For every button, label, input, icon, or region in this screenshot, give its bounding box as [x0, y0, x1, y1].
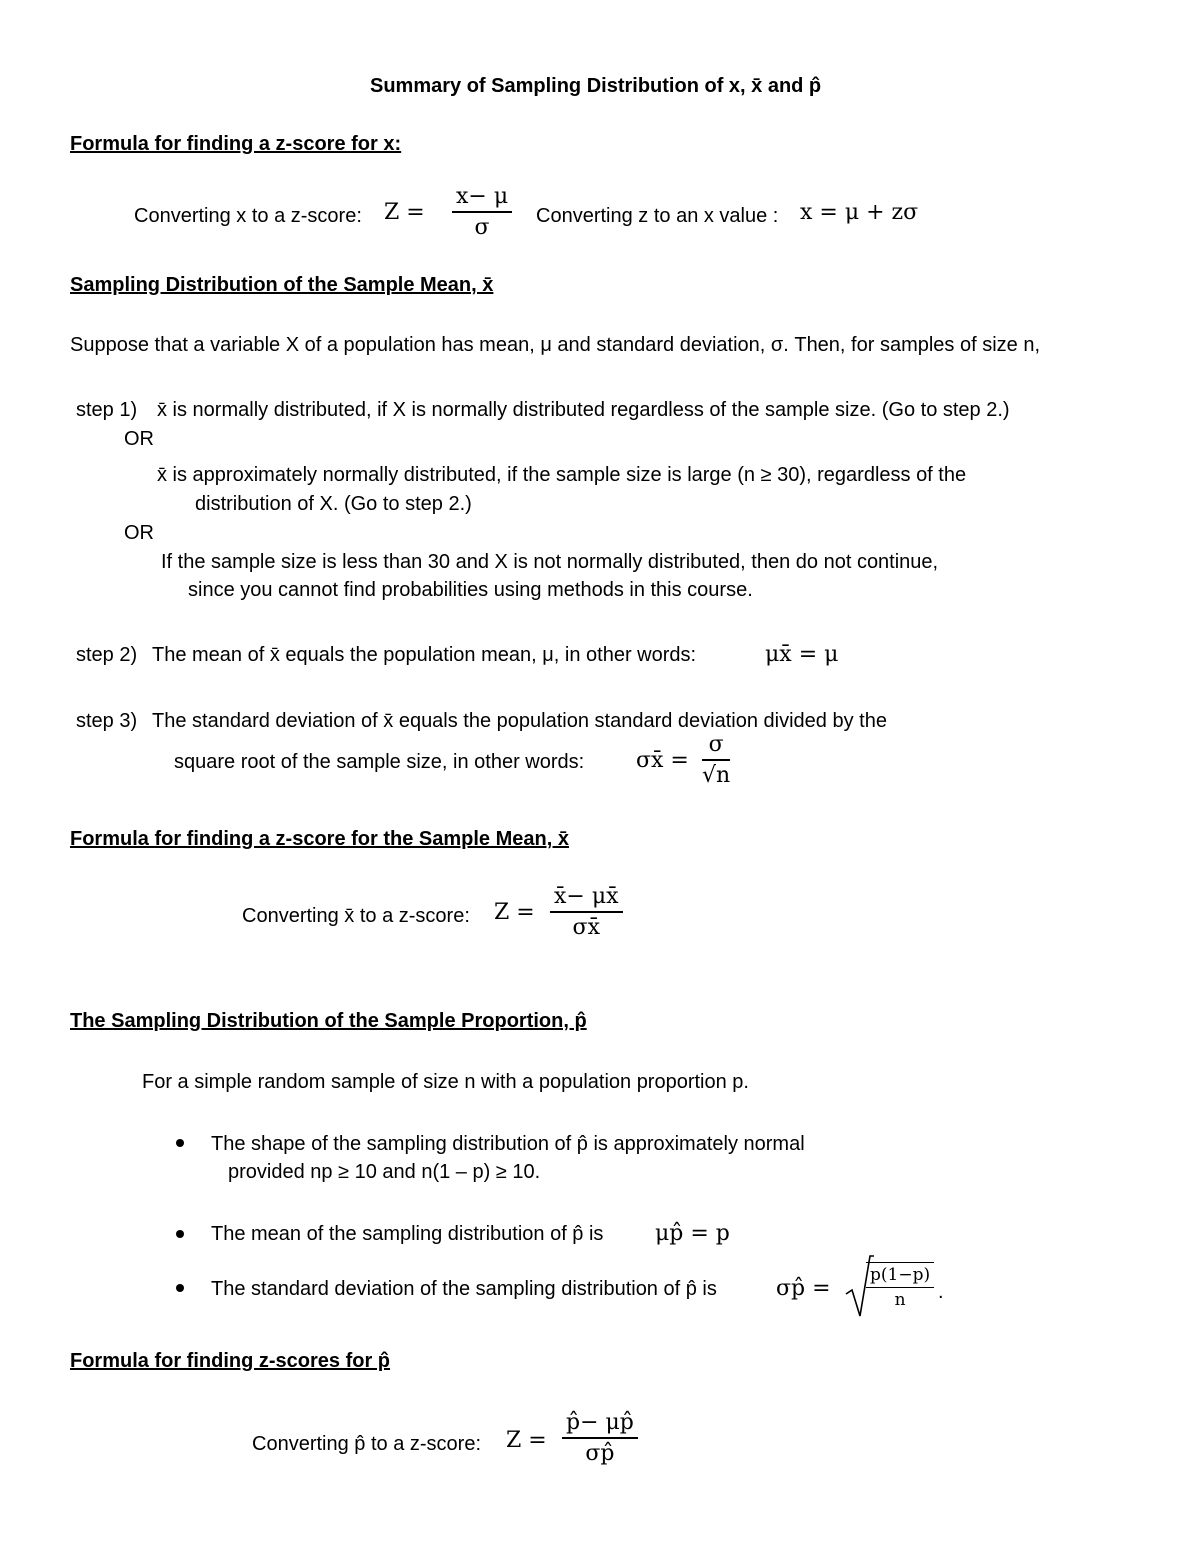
sec3-fraction	[550, 884, 623, 940]
sec5-denominator: σp̂	[585, 1441, 615, 1466]
sec5-lhs: Z =	[506, 1428, 547, 1453]
bullet-3	[176, 1284, 184, 1292]
step1-b-line2: distribution of X. (Go to step 2.)	[195, 493, 472, 515]
bullet3-numerator: p(1−p)	[866, 1265, 934, 1288]
sec5-fraction	[562, 1410, 638, 1466]
step2-text: The mean of x̄ equals the population mean, μ, in other words:	[152, 644, 697, 666]
step2-formula: μx̄ = μ	[765, 642, 839, 667]
step3-fraction	[702, 732, 730, 788]
page-title: Summary of Sampling Distribution of x, x̄ and p̂	[370, 75, 822, 97]
z-lhs: Z =	[384, 200, 425, 225]
heading-z-score-sample-mean: Formula for finding a z-score for the Sample Mean, x̄	[70, 828, 569, 850]
step1-b-line1: x̄ is approximately normally distributed, if the sample size is large (n ≥ 30), regardless of the	[157, 464, 967, 486]
convert-z-label: Converting z to an x value :	[536, 205, 779, 227]
or-1: OR	[124, 428, 154, 450]
bullet1-line2: provided np ≥ 10 and n(1 – p) ≥ 10.	[228, 1161, 541, 1183]
sec3-lhs: Z =	[494, 900, 535, 925]
bullet2-formula: μp̂ = p	[655, 1221, 730, 1246]
or-2: OR	[124, 522, 154, 544]
bullet-2	[176, 1230, 184, 1238]
sec5-numerator: p̂− μp̂	[562, 1410, 638, 1439]
step3-numerator: σ	[702, 732, 730, 761]
sec3-denominator: σx̄	[572, 915, 600, 940]
bullet2-text: The mean of the sampling distribution of p̂ is	[211, 1223, 604, 1245]
step2-label: step 2)	[76, 644, 138, 666]
bullet3-lhs: σp̂ =	[776, 1276, 831, 1301]
bullet3-period: .	[938, 1281, 944, 1303]
step3-denominator: √n	[702, 763, 731, 788]
convert-phat-label: Converting p̂ to a z-score:	[252, 1433, 481, 1455]
bullet-1	[176, 1139, 184, 1147]
bullet3-radicand	[866, 1262, 934, 1310]
convert-x-label: Converting x to a z-score:	[134, 205, 362, 227]
heading-z-score-phat: Formula for finding z-scores for p̂	[70, 1350, 391, 1372]
x-formula: x = μ + zσ	[800, 200, 919, 225]
step3-label: step 3)	[76, 710, 138, 732]
step1-label: step 1)	[76, 399, 138, 421]
sec3-numerator: x̄− μx̄	[550, 884, 623, 913]
bullet1-line1: The shape of the sampling distribution of p̂ is approximately normal	[211, 1133, 805, 1155]
heading-sampling-mean: Sampling Distribution of the Sample Mean, x̄	[70, 274, 494, 296]
z-numerator: x− μ	[452, 184, 512, 213]
step3-text-line2: square root of the sample size, in other words:	[174, 751, 585, 773]
proportion-intro: For a simple random sample of size n with a population proportion p.	[142, 1071, 749, 1093]
bullet3-text: The standard deviation of the sampling distribution of p̂ is	[211, 1278, 717, 1300]
bullet3-denominator: n	[894, 1290, 906, 1310]
step1-c-line1: If the sample size is less than 30 and X is not normally distributed, then do not continue,	[161, 551, 939, 573]
heading-z-score-x: Formula for finding a z-score for x:	[70, 133, 402, 155]
heading-sample-proportion: The Sampling Distribution of the Sample Proportion, p̂	[70, 1010, 587, 1032]
convert-xbar-label: Converting x̄ to a z-score:	[242, 905, 470, 927]
step3-text-line1: The standard deviation of x̄ equals the population standard deviation divided by the	[152, 710, 887, 732]
z-denominator: σ	[474, 215, 490, 240]
step1-c-line2: since you cannot find probabilities using methods in this course.	[188, 579, 753, 601]
step1-a: x̄ is normally distributed, if X is normally distributed regardless of the sample size. (Go to step 2.)	[157, 399, 1010, 421]
z-formula-fraction	[452, 184, 512, 240]
step3-lhs: σx̄ =	[636, 748, 689, 773]
intro-text: Suppose that a variable X of a population has mean, μ and standard deviation, σ. Then, for samples of size n,	[70, 334, 1041, 356]
